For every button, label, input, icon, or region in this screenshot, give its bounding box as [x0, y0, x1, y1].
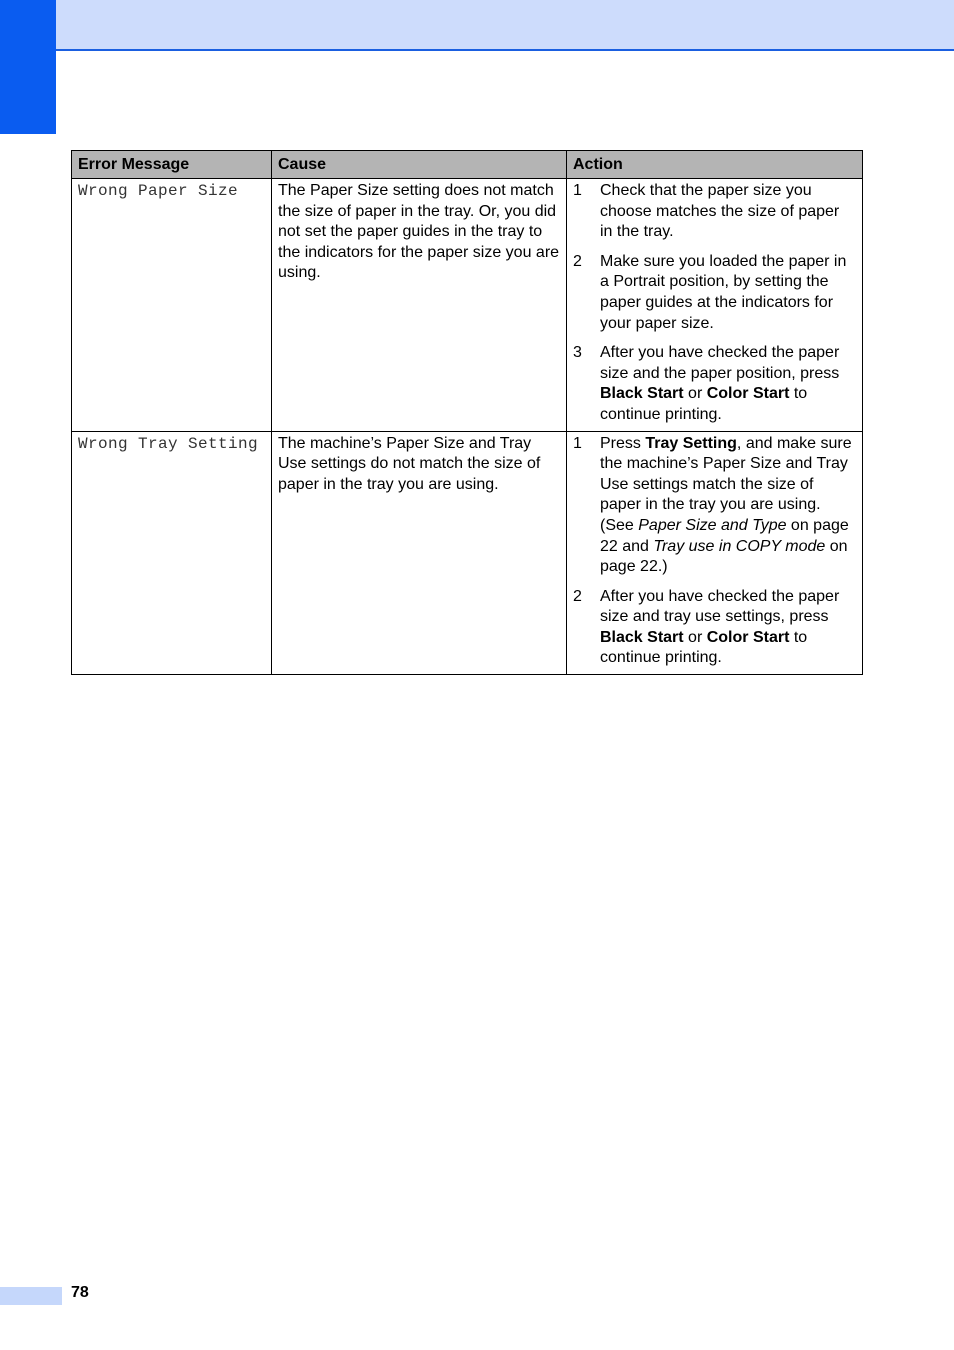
header-error-message: Error Message: [72, 151, 272, 179]
action-step: [573, 181, 856, 243]
header-band: [0, 0, 954, 51]
action-cell: [567, 431, 863, 675]
text-run: on page 22.): [600, 537, 848, 576]
text-run: to continue printing.: [600, 385, 808, 423]
header-cause: Cause: [272, 151, 567, 179]
step-number: 2: [573, 587, 582, 605]
text-run: Make sure you loaded the paper in a Portrait position, by setting the paper guides at the indicators for your paper size.: [600, 252, 847, 332]
action-cell: [567, 179, 863, 432]
action-step: [573, 587, 856, 669]
table-row: [72, 431, 863, 675]
header-action: Action: [567, 151, 863, 179]
page-number: 78: [71, 1284, 89, 1301]
text-run: Check that the paper size you choose matches the size of paper in the tray.: [600, 182, 840, 241]
table-row: [72, 179, 863, 432]
cause-cell: The machine’s Paper Size and Tray Use settings do not match the size of paper in the tray you are using.: [272, 431, 567, 675]
text-run: After you have checked the paper size and the paper position, press: [600, 344, 840, 382]
italic-text: Tray use in COPY mode: [653, 537, 826, 555]
step-text: [600, 587, 856, 669]
error-message-cell: Wrong Paper Size: [72, 179, 272, 432]
step-number: 2: [573, 252, 582, 270]
action-step: [573, 343, 856, 425]
action-step: [573, 434, 856, 578]
text-run: Press: [600, 434, 646, 452]
bold-text: Black Start: [600, 628, 684, 646]
step-number: 1: [573, 182, 582, 199]
chapter-tab: [0, 0, 56, 134]
action-steps: [573, 434, 856, 670]
step-text: [600, 343, 856, 425]
error-message-cell: Wrong Tray Setting: [72, 431, 272, 675]
italic-text: Paper Size and Type: [638, 516, 787, 534]
action-step: [573, 252, 856, 334]
bold-text: Color Start: [706, 385, 790, 403]
step-number: 1: [573, 434, 582, 452]
cause-cell: The Paper Size setting does not match the size of paper in the tray. Or, you did not set the paper guides in the tray to the indicators for the paper size you are using.: [272, 179, 567, 432]
bold-text: Tray Setting: [645, 434, 737, 452]
text-run: , and make sure the machine’s Paper Size and Tray Use settings match the size of paper in the tray you are using. (See: [600, 434, 852, 534]
step-text: [600, 434, 856, 578]
step-text: [600, 181, 856, 243]
text-run: After you have checked the paper size and tray use settings, press: [600, 587, 840, 626]
step-number: 3: [573, 344, 582, 362]
text-run: to continue printing.: [600, 628, 808, 667]
error-message-table: [71, 150, 863, 675]
table-header-row: [72, 151, 863, 179]
text-run: or: [683, 628, 707, 646]
bold-text: Black Start: [600, 385, 684, 403]
footer-bar: [0, 1287, 62, 1305]
bold-text: Color Start: [706, 628, 790, 646]
step-text: [600, 252, 856, 334]
text-run: on page 22 and: [600, 516, 849, 555]
action-steps: [573, 181, 856, 426]
text-run: or: [683, 385, 707, 403]
